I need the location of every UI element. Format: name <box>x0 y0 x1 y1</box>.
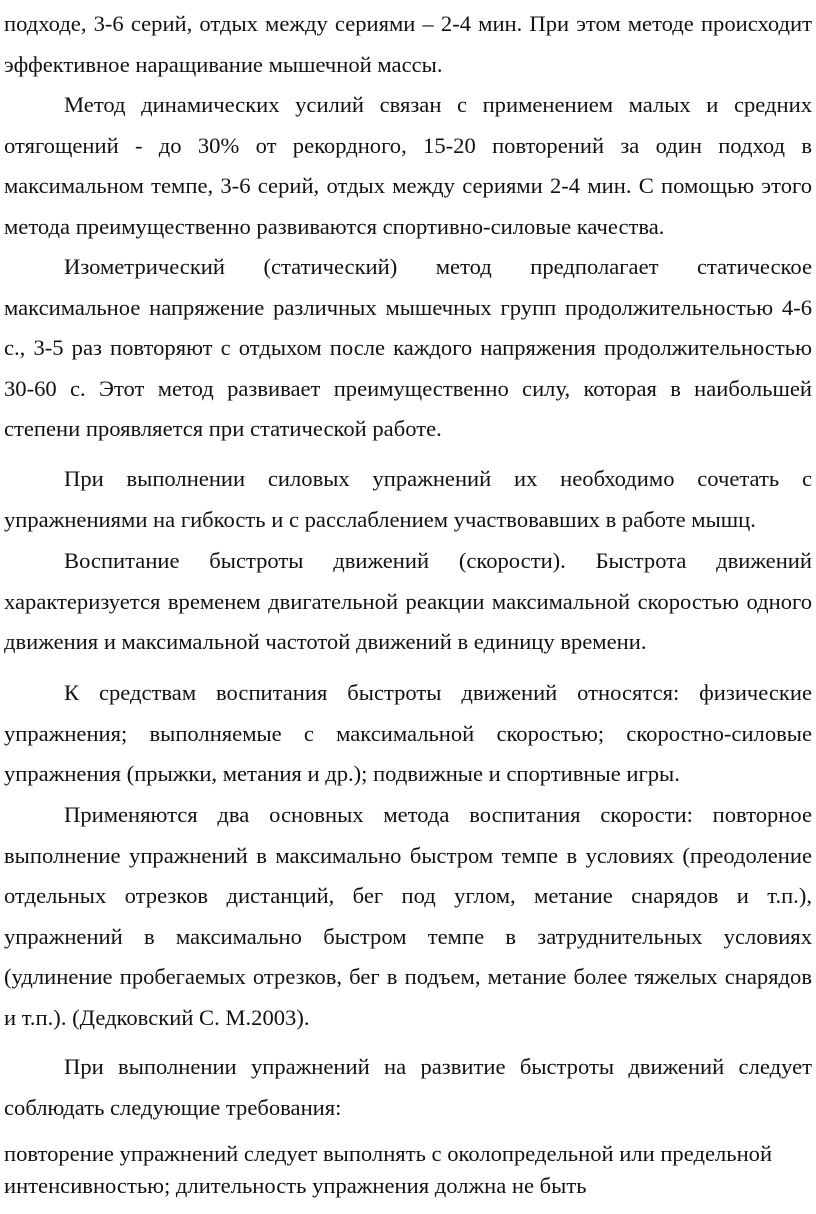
paragraph-flexibility-combination: При выполнении силовых упражнений их необходимо сочетать с упражнениями на гибкость и с расслаблением участвовавших в работе мышц. <box>4 466 812 532</box>
paragraph-speed-methods: Применяются два основных метода воспитания скорости: повторное выполнение упражнений в максимально быстром темпе в условиях (преодоление отдельных отрезков дистанций, бег под углом, метание снарядов и т.п.), упражнений в максимально быстром темпе в затруднительных условиях (удлинение пробегаемых отрезков, бег в подъем, метание более тяжелых снарядов и т.п.). (Дедковский С. М.2003). <box>4 802 812 1030</box>
paragraph-strength-continuation: подходе, 3-6 серий, отдых между сериями – 2-4 мин. При этом методе происходит эффективное наращивание мышечной массы. <box>4 11 812 77</box>
paragraph-dynamic-effort-method: Метод динамических усилий связан с применением малых и средних отягощений - до 30% от рекордного, 15-20 повторений за один подход в максимальном темпе, 3-6 серий, отдых между сериями 2-4 мин. С помощью этого метода преимущественно развиваются спортивно-силовые качества. <box>4 92 812 239</box>
paragraph-speed-means: К средствам воспитания быстроты движений относятся: физические упражнения; выполняемые с максимальной скоростью; скоростно-силовые упражнения (прыжки, метания и др.); подвижные и спортивные игры. <box>4 680 812 786</box>
paragraph-speed-requirements: При выполнении упражнений на развитие быстроты движений следует соблюдать следующие требования: <box>4 1054 812 1120</box>
paragraph-isometric-method: Изометрический (статический) метод предполагает статическое максимальное напряжение различных мышечных групп продолжительностью 4-6 с., 3-5 раз повторяют с отдыхом после каждого напряжения продолжительностью 30-60 с. Этот метод развивает преимущественно силу, которая в наибольшей степени проявляется при статической работе. <box>4 254 812 441</box>
paragraph-speed-definition: Воспитание быстроты движений (скорости). Быстрота движений характеризуется временем двигательной реакции максимальной скоростью одного движения и максимальной частотой движений в единицу времени. <box>4 548 812 654</box>
paragraph-repetition-rules: повторение упражнений следует выполнять с околопредельной или предельной интенсивностью; длительность упражнения должна не быть <box>4 1141 773 1198</box>
